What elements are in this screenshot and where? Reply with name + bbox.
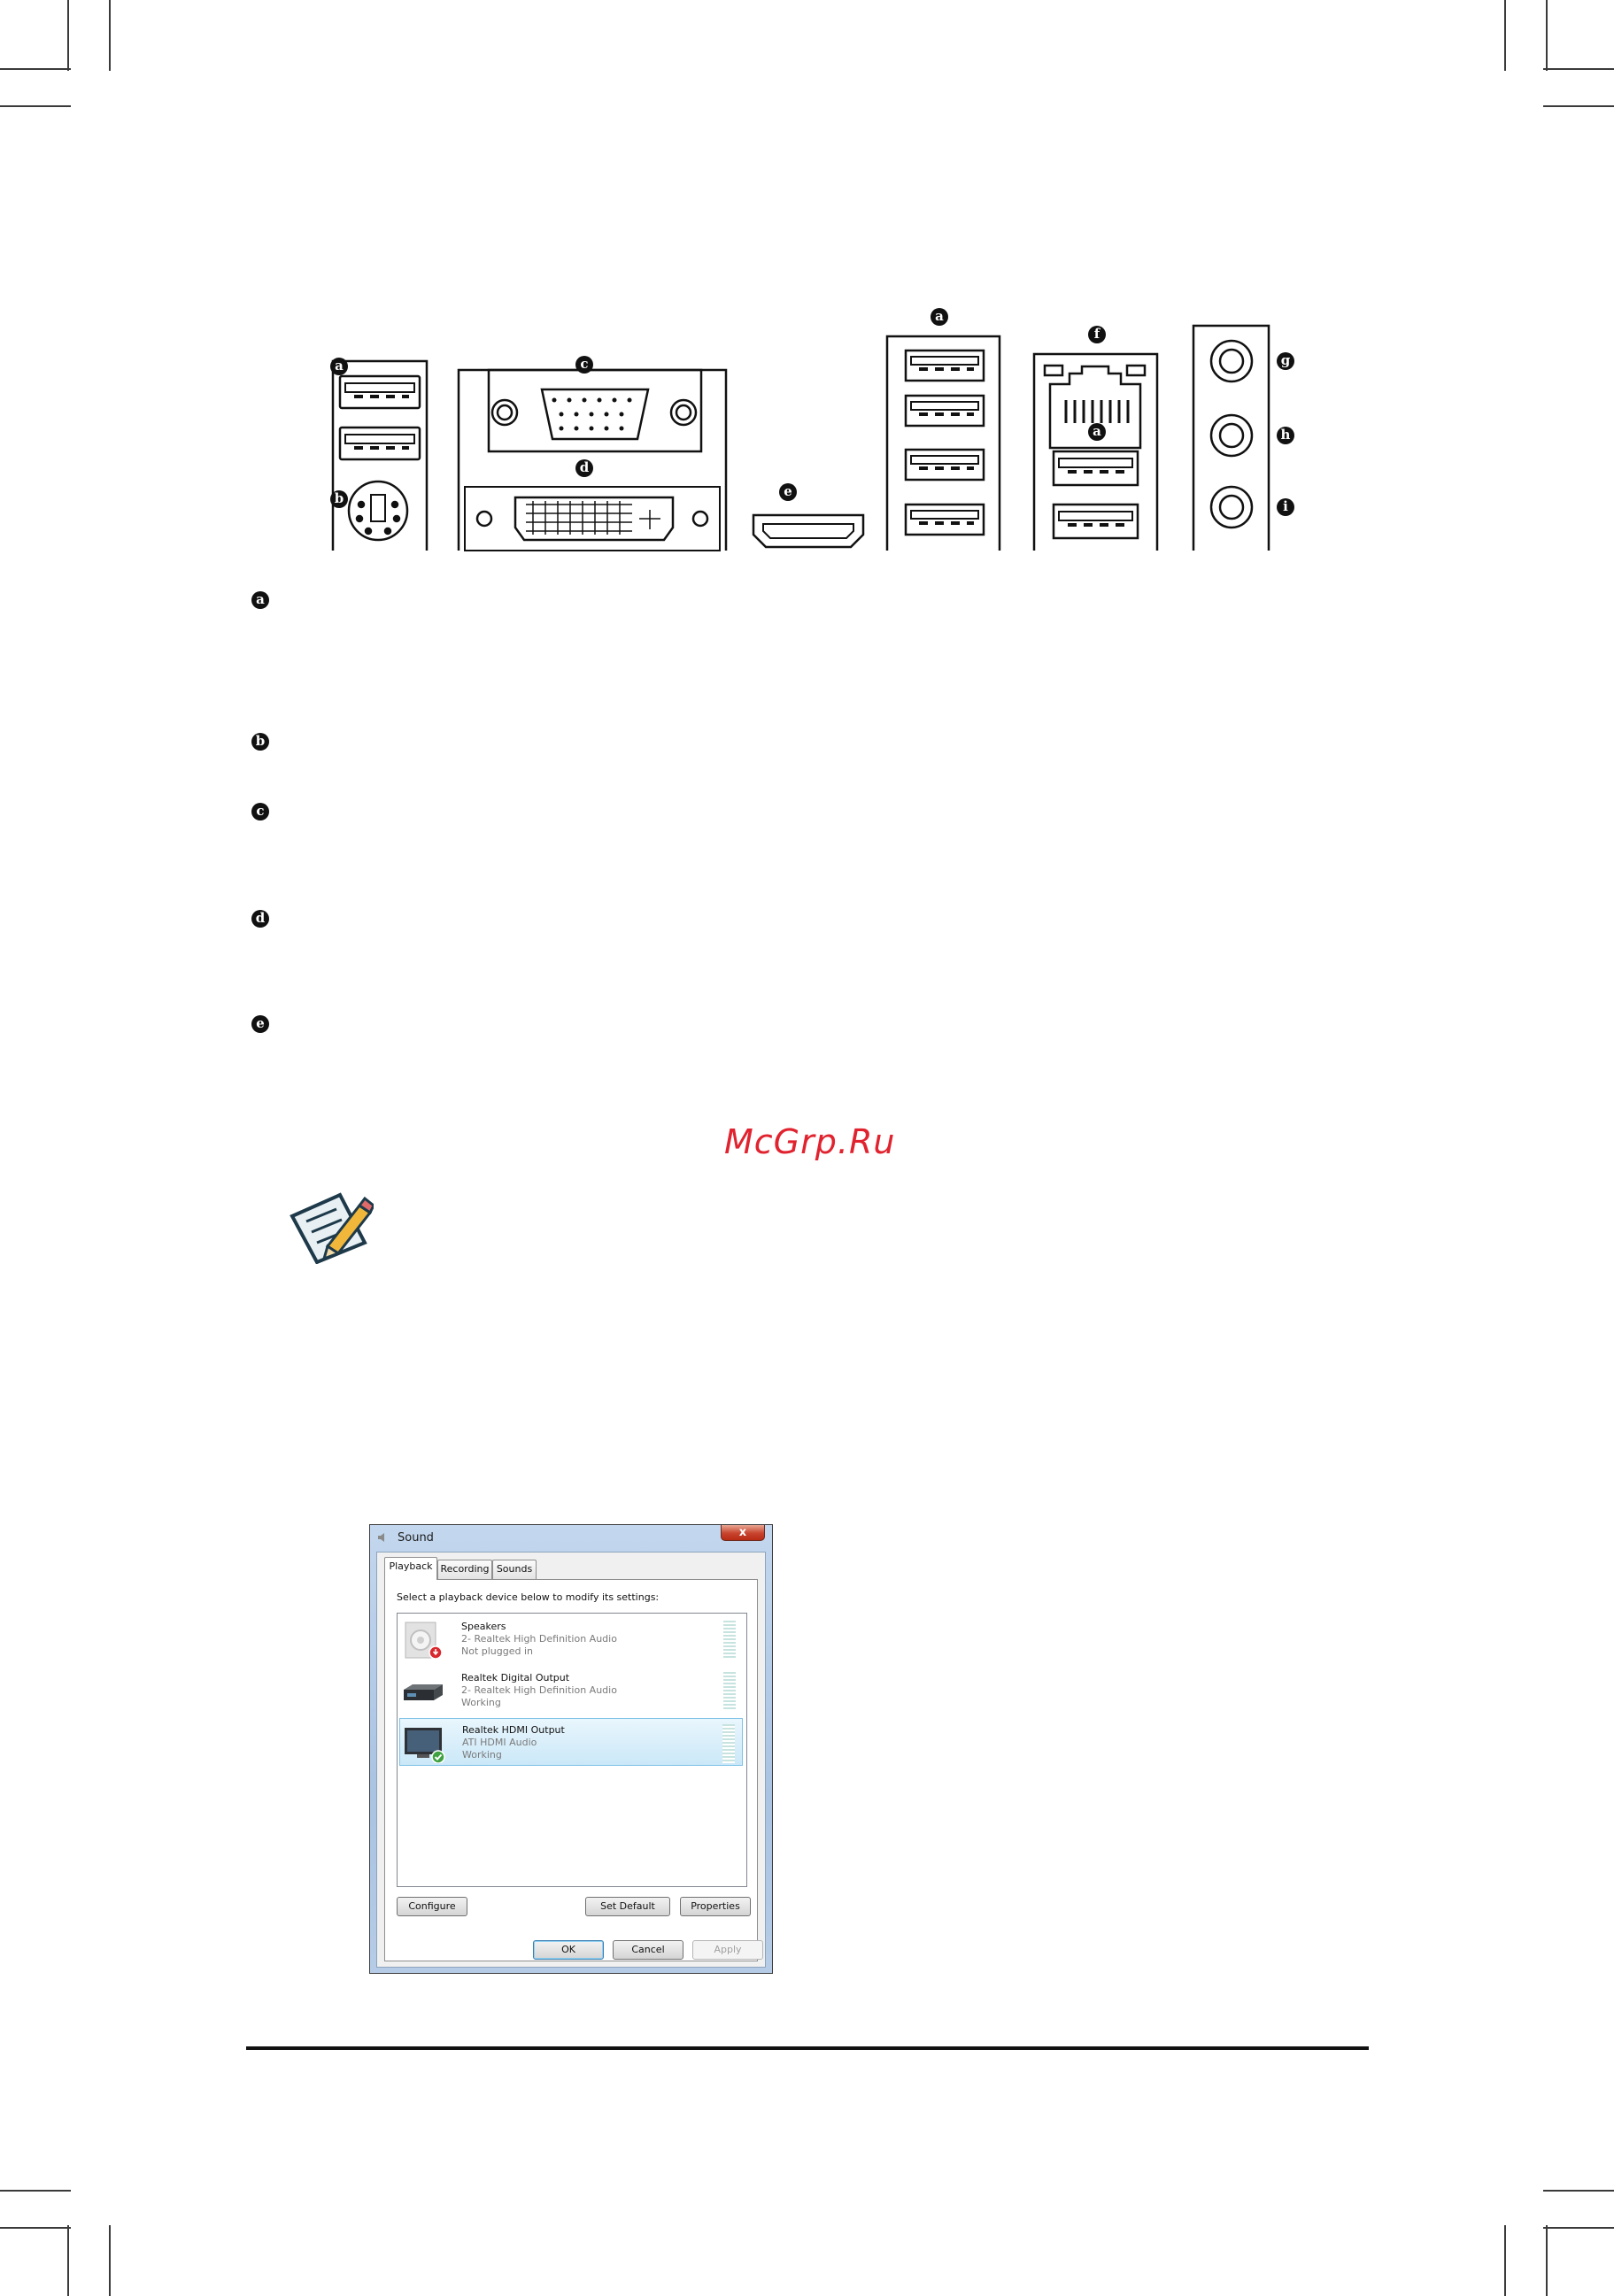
footer-rule [246, 2046, 1369, 2050]
dvi-port-icon [465, 487, 720, 551]
usb-port-icon [1054, 451, 1138, 485]
tab-recording[interactable]: Recording [437, 1560, 492, 1579]
speaker-icon [377, 1533, 388, 1542]
device-status: Not plugged in [461, 1645, 534, 1657]
volume-meter [723, 1672, 736, 1711]
tab-playback[interactable]: Playback [384, 1557, 437, 1580]
crop-mark [1543, 68, 1614, 70]
crop-mark [1543, 2190, 1614, 2192]
volume-meter [722, 1724, 735, 1763]
device-speakers[interactable] [399, 1615, 743, 1663]
volume-meter [723, 1621, 736, 1660]
crop-mark [109, 2225, 111, 2296]
usb-port-icon [906, 505, 984, 535]
crop-mark [0, 68, 71, 70]
instruction-text: Select a playback device below to modify its settings: [397, 1591, 660, 1603]
close-button[interactable]: x [721, 1525, 765, 1541]
crop-mark [67, 0, 69, 71]
callout-f: f [1088, 326, 1106, 343]
callout-a: a [330, 358, 348, 375]
usb-port-icon [906, 450, 984, 480]
item-bullet-d: d [251, 910, 269, 928]
usb-port-icon [906, 351, 984, 381]
crop-mark [1504, 2225, 1506, 2296]
callout-i: i [1277, 498, 1294, 516]
audio-jack-icon [1211, 341, 1252, 381]
callout-b: b [330, 490, 348, 508]
digital-output-icon [402, 1672, 444, 1711]
callout-a: a [1088, 423, 1106, 441]
device-digital-output[interactable] [399, 1667, 743, 1714]
dialog-title: Sound [398, 1531, 434, 1545]
playback-panel [384, 1579, 758, 1961]
cancel-button[interactable]: Cancel [613, 1940, 683, 1960]
usb-port-icon [1054, 505, 1138, 538]
callout-c: c [575, 356, 593, 374]
note-pencil-icon [289, 1190, 374, 1264]
device-status: Working [461, 1697, 501, 1708]
device-driver: 2- Realtek High Definition Audio [461, 1633, 617, 1645]
device-name: Realtek Digital Output [461, 1672, 570, 1683]
sound-dialog [369, 1524, 773, 1974]
audio-jack-icon [1211, 487, 1252, 528]
set-default-button[interactable]: Set Default [585, 1897, 670, 1916]
back-panel-diagram [319, 301, 1310, 558]
ps2-port-icon [349, 482, 407, 540]
device-list[interactable] [397, 1613, 747, 1887]
device-hdmi-output[interactable] [399, 1718, 743, 1766]
dialog-client [376, 1552, 766, 1968]
crop-mark [1546, 0, 1548, 71]
callout-a: a [931, 308, 948, 326]
ok-button[interactable]: OK [533, 1940, 604, 1960]
speaker-icon [402, 1621, 444, 1660]
crop-mark [1546, 2225, 1548, 2296]
crop-mark [0, 2227, 71, 2229]
hdmi-monitor-icon [403, 1724, 445, 1763]
crop-mark [0, 2190, 71, 2192]
callout-g: g [1277, 352, 1294, 370]
audio-housing [1193, 326, 1269, 551]
apply-button[interactable]: Apply [692, 1940, 763, 1960]
device-driver: 2- Realtek High Definition Audio [461, 1684, 617, 1696]
item-bullet-e: e [251, 1015, 269, 1033]
item-bullet-b: b [251, 733, 269, 751]
device-status: Working [462, 1749, 502, 1761]
watermark: McGrp.Ru [724, 1122, 896, 1161]
crop-mark [1543, 105, 1614, 107]
usb-port-icon [340, 428, 420, 459]
device-name: Realtek HDMI Output [462, 1724, 565, 1736]
crop-mark [67, 2225, 69, 2296]
dialog-titlebar [370, 1525, 772, 1550]
callout-h: h [1277, 427, 1294, 444]
device-driver: ATI HDMI Audio [462, 1737, 537, 1748]
crop-mark [0, 105, 71, 107]
callout-d: d [575, 459, 593, 477]
audio-jack-icon [1211, 415, 1252, 456]
crop-mark [1543, 2227, 1614, 2229]
crop-mark [109, 0, 111, 71]
vga-port-icon [489, 370, 701, 451]
configure-button[interactable]: Configure [397, 1897, 467, 1916]
tab-sounds[interactable]: Sounds [492, 1560, 537, 1579]
hdmi-port-icon [753, 515, 863, 547]
properties-button[interactable]: Properties [680, 1897, 751, 1916]
vga-dvi-housing [459, 370, 726, 551]
usb-port-icon [340, 376, 420, 408]
item-bullet-c: c [251, 803, 269, 821]
usb-port-icon [906, 396, 984, 426]
callout-e: e [779, 483, 797, 501]
item-bullet-a: a [251, 591, 269, 609]
device-name: Speakers [461, 1621, 506, 1632]
crop-mark [1504, 0, 1506, 71]
